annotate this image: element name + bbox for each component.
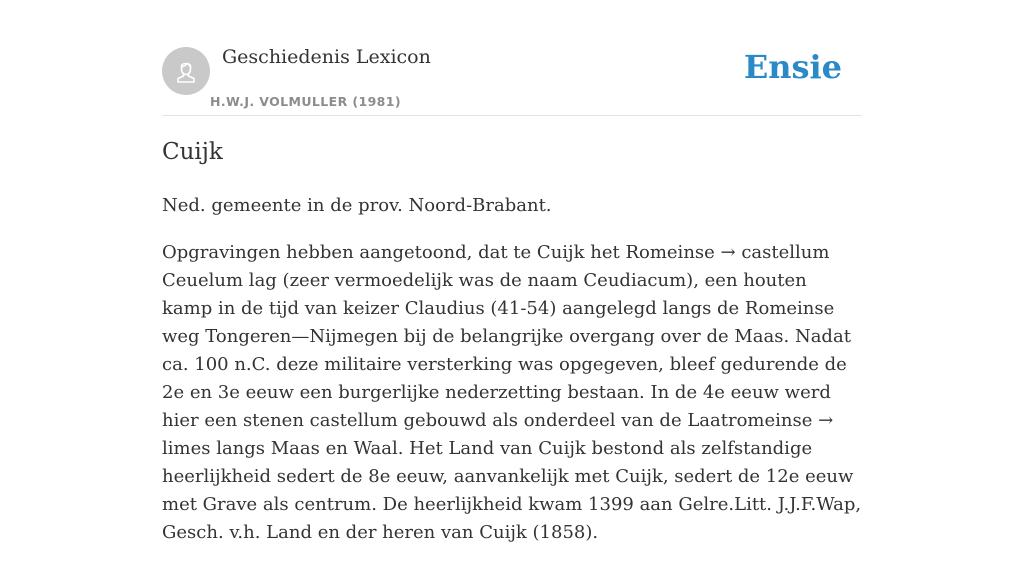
avatar[interactable] [162, 47, 210, 95]
lexicon-header [162, 40, 862, 116]
history-paragraph: Opgravingen hebben aangetoond, dat te Cuijk het Romeinse → castellum Ceuelum lag (zeer vermoedelijk was de naam Ceudiacum), een houten kamp in de tijd van keizer Claudius (41-54) aangelegd langs de Romeinse weg Tongeren—Nijmegen bij de belangrijke overgang over de Maas. Nadat ca. 100 n.C. deze militaire versterking was opgegeven, bleef gedurende de 2e en 3e eeuw een burgerlijke nederzetting bestaan. In de 4e eeuw werd hier een stenen castellum gebouwd als onderdeel van de Laatromeinse → limes langs Maas en Waal. Het Land van Cuijk bestond als zelfstandige heerlijkheid sedert de 8e eeuw, aanvankelijk met Cuijk, sedert de 12e eeuw met Grave als centrum. De heerlijkheid kwam 1399 aan Gelre.Litt. J.J.F.Wap, Gesch. v.h. Land en der heren van Cuijk (1858). [162, 242, 862, 543]
article-body [162, 192, 862, 566]
ensie-logo-link[interactable]: Ensie [743, 48, 842, 86]
definition-paragraph: Ned. gemeente in de prov. Noord-Brabant. [162, 195, 552, 216]
page-title: Cuijk [162, 139, 223, 165]
lexicon-title[interactable]: Geschiedenis Lexicon [222, 46, 431, 68]
person-silhouette-icon [171, 56, 201, 86]
author-credit[interactable]: H.W.J. VOLMULLER (1981) [210, 94, 401, 109]
